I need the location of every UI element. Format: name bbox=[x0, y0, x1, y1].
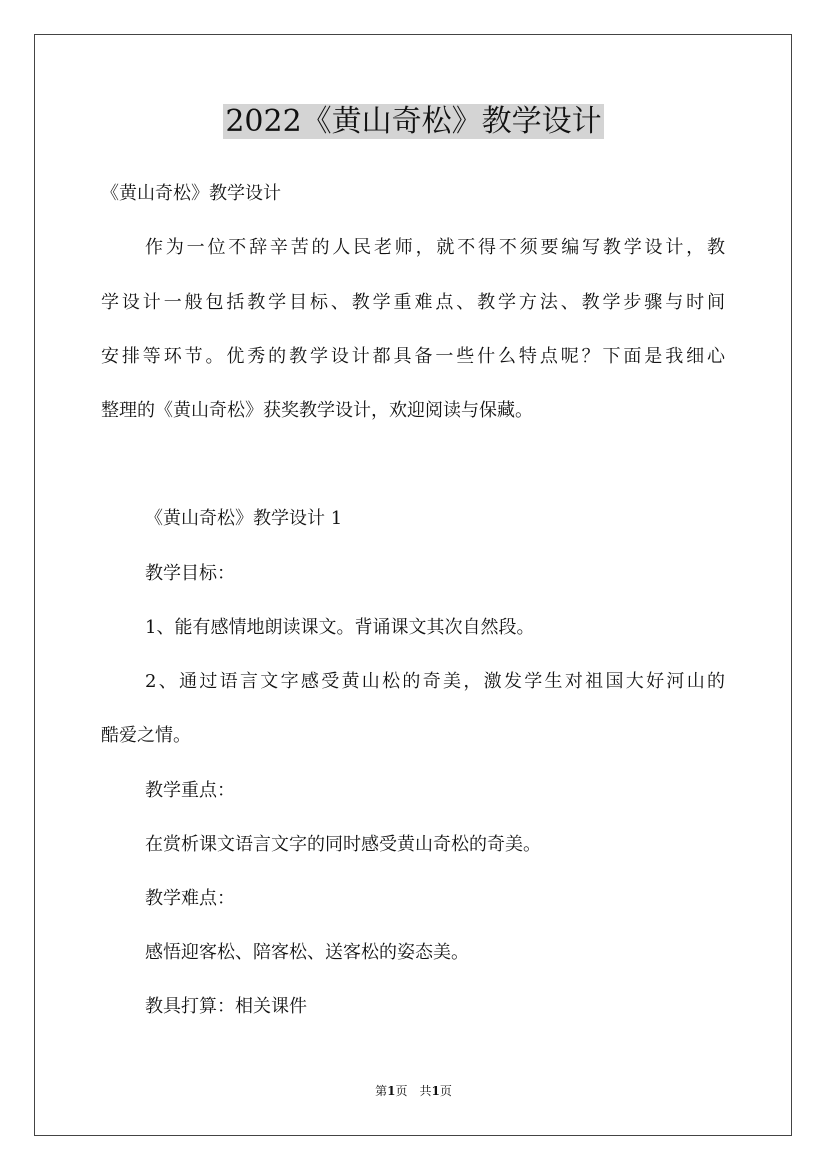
intro-line-3: 安排等环节。优秀的教学设计都具备一些什么特点呢？下面是我细心 bbox=[101, 346, 725, 367]
page-suffix: 页 bbox=[439, 1084, 452, 1098]
key-text: 在赏析课文语言文字的同时感受黄山奇松的奇美。 bbox=[145, 834, 541, 855]
key-label: 教学重点： bbox=[145, 780, 235, 801]
page-mid: 页 共 bbox=[395, 1084, 432, 1098]
tools-text: 教具打算：相关课件 bbox=[145, 996, 307, 1017]
intro-line-4: 整理的《黄山奇松》获奖教学设计，欢迎阅读与保藏。 bbox=[101, 400, 533, 421]
page-total: 1 bbox=[431, 1084, 440, 1098]
page-footer bbox=[0, 1082, 827, 1100]
document-title bbox=[0, 100, 827, 144]
goal-2-line-1: 2、通过语言文字感受黄山松的奇美，激发学生对祖国大好河山的 bbox=[145, 671, 725, 692]
difficulty-text: 感悟迎客松、陪客松、送客松的姿态美。 bbox=[145, 942, 469, 963]
page-number: 1 bbox=[387, 1084, 396, 1098]
document-subtitle: 《黄山奇松》教学设计 bbox=[101, 183, 281, 204]
page-prefix: 第 bbox=[375, 1084, 388, 1098]
intro-line-1: 作为一位不辞辛苦的人民老师，就不得不须要编写教学设计，教 bbox=[145, 237, 725, 258]
intro-line-2: 学设计一般包括教学目标、教学重难点、教学方法、教学步骤与时间 bbox=[101, 292, 725, 313]
document-title-text: 2022《黄山奇松》教学设计 bbox=[225, 104, 602, 139]
section-heading: 《黄山奇松》教学设计 1 bbox=[145, 508, 343, 529]
goal-1: 1、能有感情地朗读课文。背诵课文其次自然段。 bbox=[145, 617, 535, 638]
goal-label: 教学目标： bbox=[145, 563, 235, 584]
difficulty-label: 教学难点： bbox=[145, 888, 235, 909]
goal-2-line-2: 酷爱之情。 bbox=[101, 725, 191, 746]
